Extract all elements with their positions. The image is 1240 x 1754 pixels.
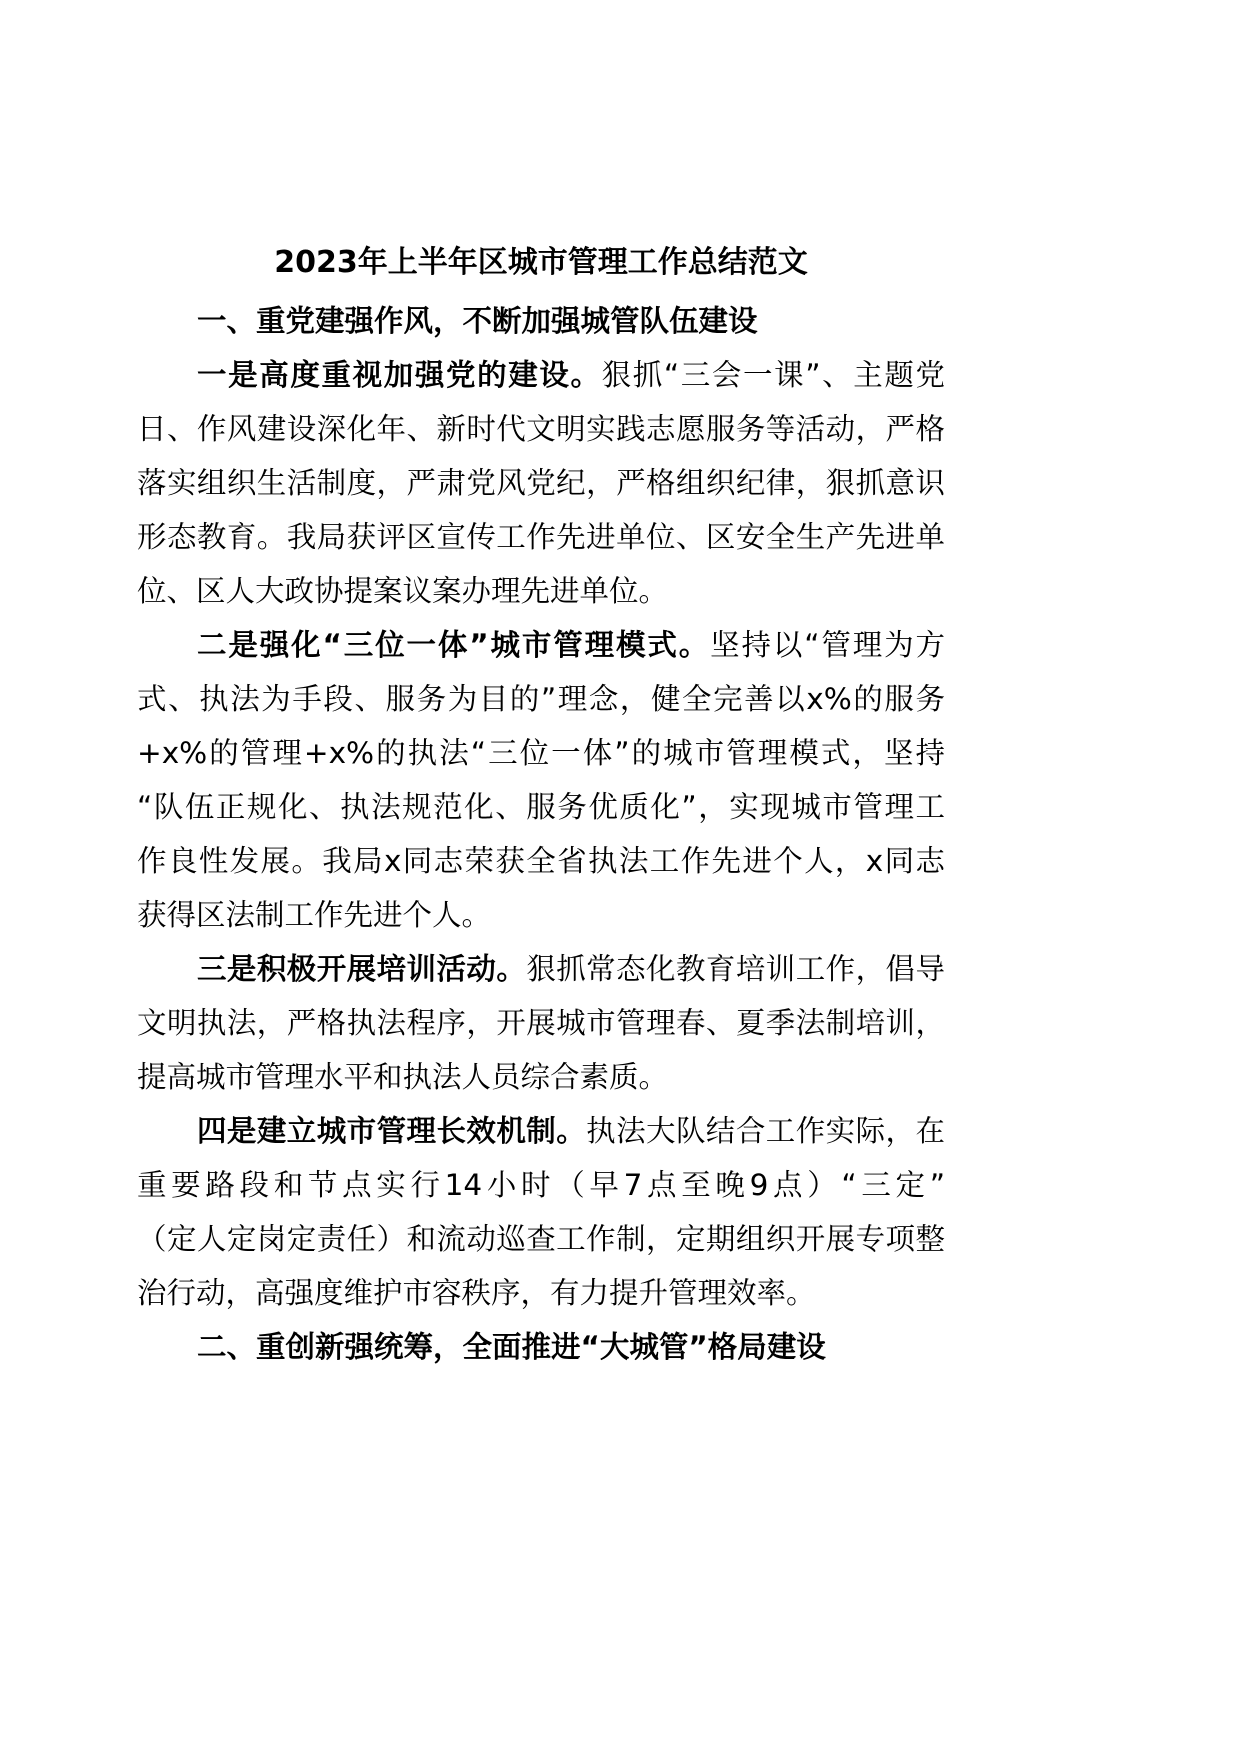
paragraph-4-line-4: 治行动，高强度维护市容秩序，有力提升管理效率。 bbox=[137, 1276, 816, 1310]
paragraph-2-line-2: 式、执法为手段、服务为目的”理念，健全完善以x%的服务 bbox=[137, 682, 945, 716]
paragraph-4-line-2: 重要路段和节点实行14小时（早7点至晚9点）“三定” bbox=[137, 1168, 945, 1202]
paragraph-3-line-1 bbox=[137, 942, 945, 996]
paragraph-text: 坚持以“管理为方 bbox=[710, 628, 945, 662]
section-heading-2: 二、重创新强统筹，全面推进“大城管”格局建设 bbox=[197, 1330, 826, 1364]
paragraph-1-line-4: 形态教育。我局获评区宣传工作先进单位、区安全生产先进单 bbox=[137, 520, 945, 554]
paragraph-lead: 三是积极开展培训活动。 bbox=[197, 952, 527, 986]
section-heading-1: 一、重党建强作风，不断加强城管队伍建设 bbox=[197, 304, 758, 338]
paragraph-4-line-1 bbox=[137, 1104, 945, 1158]
paragraph-text: 执法大队结合工作实际，在 bbox=[586, 1114, 945, 1148]
paragraph-lead: 四是建立城市管理长效机制。 bbox=[197, 1114, 587, 1148]
paragraph-1-line-3: 落实组织生活制度，严肃党风党纪，严格组织纪律，狠抓意识 bbox=[137, 466, 945, 500]
paragraph-text: 狠抓“三会一课”、主题党 bbox=[601, 358, 945, 392]
paragraph-text: 狠抓常态化教育培训工作，倡导 bbox=[526, 952, 945, 986]
paragraph-2-line-5: 作良性发展。我局x同志荣获全省执法工作先进个人，x同志 bbox=[137, 844, 945, 878]
paragraph-lead: 二是强化“三位一体”城市管理模式。 bbox=[197, 628, 711, 662]
paragraph-3-line-3: 提高城市管理水平和执法人员综合素质。 bbox=[137, 1060, 669, 1094]
paragraph-4-line-3: （定人定岗定责任）和流动巡查工作制，定期组织开展专项整 bbox=[137, 1222, 945, 1256]
paragraph-lead: 一是高度重视加强党的建设。 bbox=[197, 358, 602, 392]
paragraph-2-line-6: 获得区法制工作先进个人。 bbox=[137, 898, 492, 932]
paragraph-3-line-2: 文明执法，严格执法程序，开展城市管理春、夏季法制培训， bbox=[137, 1006, 945, 1040]
paragraph-1-line-2: 日、作风建设深化年、新时代文明实践志愿服务等活动，严格 bbox=[137, 412, 945, 446]
paragraph-1-line-5: 位、区人大政协提案议案办理先进单位。 bbox=[137, 574, 669, 608]
paragraph-2-line-4: “队伍正规化、执法规范化、服务优质化”，实现城市管理工 bbox=[137, 790, 945, 824]
paragraph-1-line-1 bbox=[137, 348, 945, 402]
paragraph-2-line-3: +x%的管理+x%的执法“三位一体”的城市管理模式，坚持 bbox=[137, 736, 945, 770]
document-title: 2023年上半年区城市管理工作总结范文 bbox=[274, 245, 808, 280]
document-page bbox=[137, 236, 945, 1374]
paragraph-2-line-1 bbox=[137, 618, 945, 672]
